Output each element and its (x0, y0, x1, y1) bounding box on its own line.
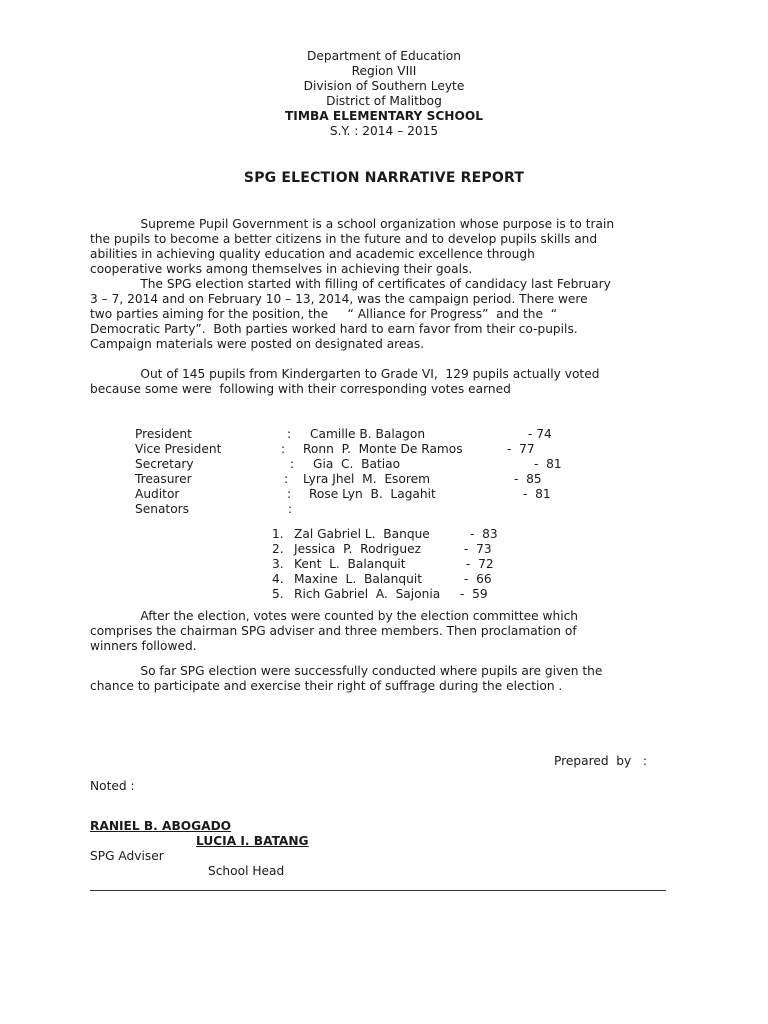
header-division: Division of Southern Leyte (303, 79, 465, 93)
senator-votes: - 72 (466, 557, 494, 571)
officer-position: Senators (135, 502, 190, 516)
header-school: TIMBA ELEMENTARY SCHOOL (284, 109, 483, 123)
text-line: So far SPG election were successfully conducted where pupils are given the (90, 664, 603, 678)
senator-number: 4. (272, 572, 284, 586)
header-region: Region VIII (351, 64, 417, 78)
letterhead (0, 49, 768, 139)
senator-votes: - 59 (460, 587, 488, 601)
intro-paragraphs (90, 217, 670, 352)
text-line: cooperative works among themselves in achieving their goals. (90, 262, 473, 276)
school-head-title: School Head (208, 864, 285, 878)
senator-number: 1. (272, 527, 284, 541)
after-election-paragraph (90, 609, 670, 654)
text-line: Supreme Pupil Government is a school organization whose purpose is to train (90, 217, 615, 231)
text-line: chance to participate and exercise their right of suffrage during the election . (90, 679, 563, 693)
officer-colon: : (287, 487, 292, 501)
text-line: After the election, votes were counted by the election committee which (90, 609, 579, 623)
noted-label: Noted : (90, 779, 135, 793)
officer-name: Lyra Jhel M. Esorem (303, 472, 430, 486)
officer-votes: - 85 (514, 472, 542, 486)
officer-colon: : (288, 502, 293, 516)
officer-colon: : (284, 472, 289, 486)
senator-votes: - 73 (464, 542, 492, 556)
header-department: Department of Education (307, 49, 461, 63)
text-line: two parties aiming for the position, the “ Alliance for Progress” and the “ (90, 307, 558, 321)
officer-votes: - 74 (528, 427, 552, 441)
text-line: abilities in achieving quality education and academic excellence through (90, 247, 535, 261)
senator-row (0, 572, 768, 587)
officer-position: Secretary (135, 457, 194, 471)
officer-row-senators (0, 502, 768, 517)
senator-number: 3. (272, 557, 284, 571)
text-line: Campaign materials were posted on designated areas. (90, 337, 425, 351)
senator-number: 2. (272, 542, 284, 556)
bottom-divider (90, 890, 666, 891)
officer-row-vice-president (0, 442, 768, 457)
senator-name: Kent L. Balanquit (294, 557, 406, 571)
conclusion-paragraph (90, 664, 670, 694)
senator-number: 5. (272, 587, 284, 601)
text-line: because some were following with their corresponding votes earned (90, 382, 511, 396)
senator-name: Rich Gabriel A. Sajonia (294, 587, 441, 601)
school-head-name: LUCIA I. BATANG (196, 834, 309, 848)
officer-position: Auditor (135, 487, 180, 501)
officer-votes: - 77 (507, 442, 535, 456)
officer-name: Rose Lyn B. Lagahit (309, 487, 436, 501)
officer-colon: : (281, 442, 286, 456)
report-title: SPG ELECTION NARRATIVE REPORT (243, 170, 525, 186)
senator-row (0, 527, 768, 542)
senator-votes: - 66 (464, 572, 492, 586)
senator-row (0, 542, 768, 557)
senator-row (0, 587, 768, 602)
senator-votes: - 83 (470, 527, 498, 541)
votes-intro-paragraph (90, 367, 670, 397)
officer-name: Ronn P. Monte De Ramos (303, 442, 463, 456)
officer-votes: - 81 (534, 457, 562, 471)
text-line: Out of 145 pupils from Kindergarten to Grade VI, 129 pupils actually voted (90, 367, 600, 381)
senator-name: Maxine L. Balanquit (294, 572, 422, 586)
header-district: District of Malitbog (326, 94, 442, 108)
officer-colon: : (290, 457, 295, 471)
text-line: comprises the chairman SPG adviser and three members. Then proclamation of (90, 624, 577, 638)
officer-row-secretary (0, 457, 768, 472)
officer-row-treasurer (0, 472, 768, 487)
senator-name: Zal Gabriel L. Banque (294, 527, 430, 541)
text-line: 3 – 7, 2014 and on February 10 – 13, 2014, was the campaign period. There were (90, 292, 588, 306)
text-line: winners followed. (90, 639, 197, 653)
text-line: the pupils to become a better citizens in the future and to develop pupils skills and (90, 232, 598, 246)
senator-row (0, 557, 768, 572)
officer-position: President (135, 427, 192, 441)
officer-name: Camille B. Balagon (310, 427, 426, 441)
prepared-by-label: Prepared by : (554, 754, 647, 768)
text-line: Democratic Party”. Both parties worked hard to earn favor from their co-pupils. (90, 322, 578, 336)
officer-position: Vice President (135, 442, 222, 456)
officer-votes: - 81 (523, 487, 551, 501)
officer-name: Gia C. Batiao (313, 457, 401, 471)
senator-name: Jessica P. Rodriguez (294, 542, 422, 556)
officer-position: Treasurer (135, 472, 192, 486)
adviser-title: SPG Adviser (90, 849, 164, 863)
officer-row-auditor (0, 487, 768, 502)
officer-colon: : (287, 427, 292, 441)
adviser-name: RANIEL B. ABOGADO (90, 819, 232, 833)
text-line: The SPG election started with filling of certificates of candidacy last February (90, 277, 611, 291)
header-school-year: S.Y. : 2014 – 2015 (329, 124, 439, 138)
officer-row-president (0, 427, 768, 442)
